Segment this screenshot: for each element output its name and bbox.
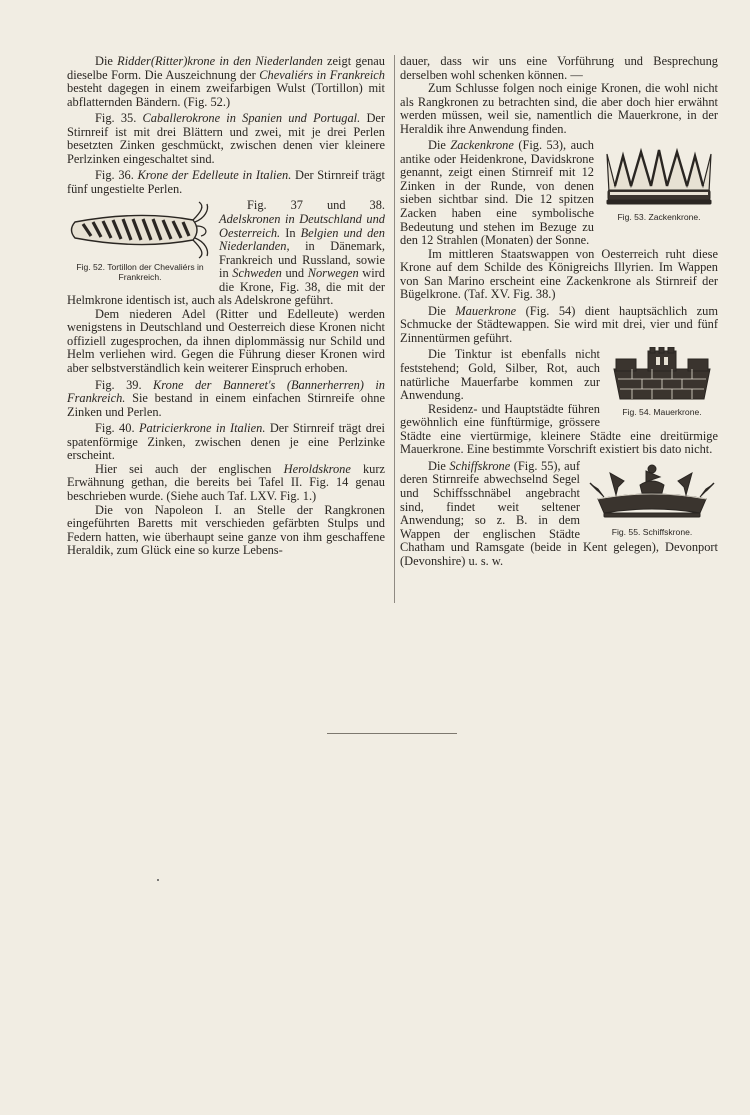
left-column <box>67 55 385 558</box>
figure-55-caption: Fig. 55. Schiffskrone. <box>611 526 693 537</box>
right-column <box>400 55 718 568</box>
figure-52-tortillon <box>67 200 213 282</box>
paragraph-zackenkrone: Die Zackenkrone (Fig. 53), auch antike oder Heidenkrone, Davidskrone genannt, zeigt einen Stirnreif mit 12 Zinken in der Runde, von denen sieben sichtbar sind. Die 12 spitzen Zacken haben eine symbolische Bedeutung und stehen im Bezuge zu den 12 Strahlen (Monaten) der Sonne. <box>400 138 594 248</box>
column-divider <box>394 55 395 603</box>
paragraph-fig35: Fig. 35. Caballerokrone in Spanien und Portugal. Der Stirnreif ist mit drei Blättern und zwei, mit je drei Perlen besetzten Zinken geschmückt, zwischen denen vier kleinere Perlzinken eingeschaltet sind. <box>67 111 386 166</box>
paragraph-lebensdauer: dauer, dass wir uns eine Vorführung und Besprechung derselben wohl schenken können. — <box>400 54 718 82</box>
paragraph-fig39: Fig. 39. Krone der Banneret's (Bannerherren) in Frankreich. Sie bestand in einem einfachen Stirnreife ohne Zinken und Perlen. <box>67 377 385 419</box>
tortillon-illustration <box>69 200 211 260</box>
paragraph-residenzstaedte: Residenz- und Hauptstädte führen gewöhnlich eine fünftürmige, grössere Städte eine viertürmige, kleinere Städte eine dreitürmige Mauerkrone. Eine bestimmte Vorschrift existiert bis dato nicht. <box>400 401 718 457</box>
zackenkrone-illustration <box>601 144 717 210</box>
mauerkrone-illustration <box>608 347 716 405</box>
figure-55-schiffskrone <box>586 463 718 537</box>
paragraph-staatswappen: Im mittleren Staatswappen von Oesterreich ruht diese Krone auf dem Schilde des Königreichs Illyrien. Im Wappen von San Marino erscheint eine Zackenkrone als Stirnreif der Bügelkrone. (Taf. XV. Fig. 38.) <box>400 246 718 302</box>
figure-54-caption: Fig. 54. Mauerkrone. <box>622 407 702 418</box>
paragraph-ridderkrone: Die Ridder(Ritter)krone in den Niederlanden zeigt genau dieselbe Form. Die Auszeichnung der Chevaliérs in Frankreich besteht dagegen in einem zweifarbigen Wulst (Tortillon) mit abflatternden Bändern. (Fig. 52.) <box>67 54 385 109</box>
paper-speck <box>157 879 159 881</box>
paragraph-heroldskrone: Hier sei auch der englischen Heroldskrone kurz Erwähnung gethan, die bereits bei Tafel II. Fig. 14 genau beschrieben wurde. (Siehe auch Taf. LXV. Fig. 1.) <box>67 461 385 503</box>
schiffskrone-illustration <box>588 463 716 525</box>
closing-rule <box>327 733 457 734</box>
paragraph-napoleon: Die von Napoleon I. an Stelle der Rangkronen eingeführten Baretts mit verschieden gefärbten Stulps und Federn hatten, wie überhaupt seine ganze von ihm geschaffene Heraldik, zum Glück eine so kurze Lebens- <box>67 502 385 558</box>
figure-54-mauerkrone <box>606 347 718 417</box>
paragraph-tinktur: Die Tinktur ist ebenfalls nicht feststehend; Gold, Silber, Rot, auch natürliche Mauerfarbe kommen zur Anwendung. <box>400 347 600 403</box>
paragraph-zum-schlusse: Zum Schlusse folgen noch einige Kronen, die wohl nicht als Rangkronen zu betrachten sind, die aber doch hier erwähnt werden müssen, weil sie, namentlich die Mauerkrone, in der Heraldik ihre Anwendung finden. <box>400 81 718 136</box>
paragraph-fig40: Fig. 40. Patricierkrone in Italien. Der Stirnreif trägt drei spatenförmige Zinken, zwischen denen je eine Perlzinke erscheint. <box>67 421 385 463</box>
figure-53-caption: Fig. 53. Zackenkrone. <box>617 212 701 223</box>
paragraph-fig36: Fig. 36. Krone der Edelleute in Italien. Der Stirnreif trägt fünf ungestielte Perlen. <box>67 168 386 196</box>
paragraph-fig37-38: Fig. 37 und 38. Adelskronen in Deutschland und Oesterreich. In Belgien und den Niederlanden, in Dänemark, Frankreich und Russland, sowie in Schweden und Norwegen wird die Krone, Fig. 38, die mit der Helmkrone identisch ist, auch als Adelskrone geführt. <box>67 198 385 308</box>
figure-52-caption: Fig. 52. Tortillon der Chevaliérs in Frankreich. <box>76 262 204 283</box>
paragraph-mauerkrone: Die Mauerkrone (Fig. 54) dient hauptsächlich zum Schmucke der Städtewappen. Sie wird mit drei, vier und fünf Zinnentürmen geführt. <box>400 303 718 345</box>
paragraph-niederer-adel: Dem niederen Adel (Ritter und Edelleute) werden wenigstens in Deutschland und Oesterreich diese Kronen nicht offiziell zugesprochen, da ihnen diplommässig nur Schild und Helm verliehen wird. Gegen die Führung dieser Kronen wird aber selbstverständlich kein weiterer Einspruch erhoben. <box>67 306 385 376</box>
figure-53-zackenkrone <box>600 144 718 222</box>
paragraph-schiffskrone: Die Schiffskrone (Fig. 55), auf deren Stirnreife abwechselnd Segel und Schiffsschnäbel angebracht sind, findet weit seltener Anwendung; so z. B. in dem Wappen der englischen Städte Chatham und Ramsgate (beide in Kent gelegen), Devonport (Devonshire) u. s. w. <box>400 458 718 568</box>
